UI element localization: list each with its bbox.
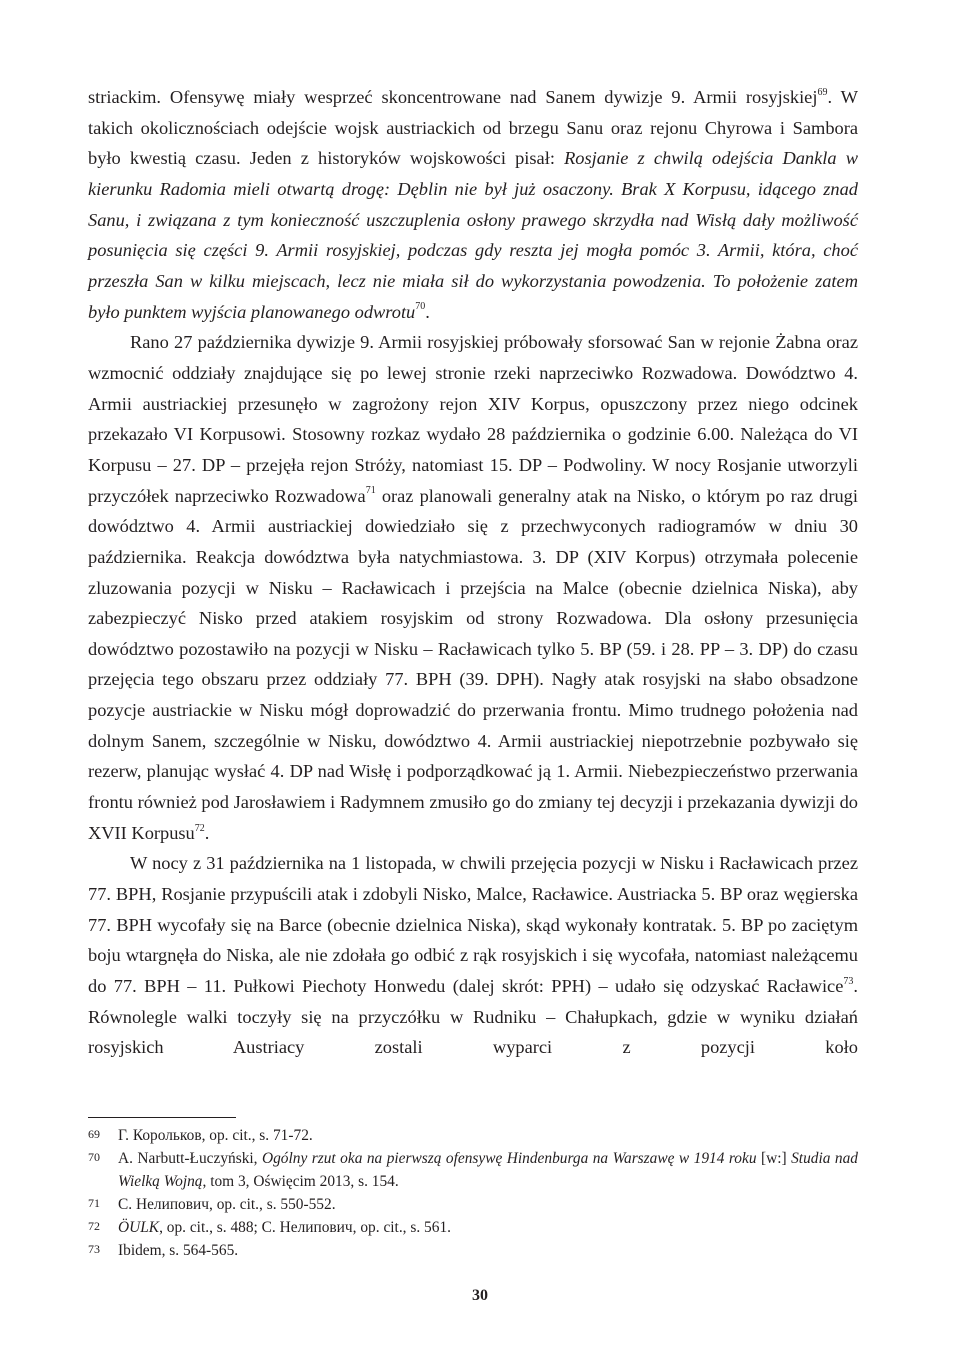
paragraph-text: . W takich okolicznościach odejście wojsk austriackich od brzegu Sanu oraz rejonu Chyrowa i Sambora było kwestią czasu. Jeden z historyków wojskowości pisał: (88, 87, 858, 169)
footnote-text-part: [w:] (756, 1150, 792, 1167)
footnote-text (118, 1193, 858, 1216)
footnote-text (118, 1147, 858, 1193)
footnote-69 (88, 1124, 858, 1147)
footnote-abbrev: ÖULK (118, 1219, 160, 1236)
footnote-number: 69 (88, 1127, 100, 1141)
paragraph-text: W nocy z 31 października na 1 listopada, w chwili przejęcia pozycji w Nisku i Racławicach przez 77. BPH, Rosjanie przypuścili atak i zdobyli Nisko, Malce, Racławice. Austriacka 5. BP oraz węgierska 77. BPH wycofały się na Barce (obecnie dzielnica Niska), skąd wykonały kontratak. 5. BP po zaciętym boju wtargnęła do Niska, ale nie zdołała go odbić z rąk rosyjskich i się wycofała, natomiast należącemu do 77. BPH – 11. Pułkowi Piechoty Honwedu (dalej skrót: PPH) – udało się odzyskać Racławice (88, 853, 858, 997)
footnote-70 (88, 1147, 858, 1193)
footnote-text-part: , op. cit., s. 488; С. Нелипович, op. cit., s. 561. (159, 1219, 451, 1236)
footnote-text (118, 1239, 858, 1262)
footnote-73 (88, 1239, 858, 1262)
page-number: 30 (472, 1287, 488, 1304)
footnote-text (118, 1124, 858, 1147)
footnote-ref[interactable]: 73 (843, 975, 854, 987)
footnote-journal-title: Studia nad Wielką Wojną (118, 1150, 858, 1190)
footnote-number: 70 (88, 1150, 100, 1164)
footnote-ref[interactable]: 70 (415, 301, 426, 313)
paragraph-text: . (204, 822, 210, 843)
footnote-number: 73 (88, 1242, 100, 1256)
footnote-ref[interactable]: 72 (194, 822, 205, 834)
footnote-text-part: A. Narbutt-Łuczyński, (118, 1150, 262, 1167)
footnote-ref[interactable]: 71 (365, 485, 376, 497)
page-body (88, 82, 858, 1063)
footnote-ref[interactable]: 69 (817, 86, 828, 98)
footnote-text-part: Ibidem, s. 564-565. (118, 1242, 239, 1259)
paragraph-2 (88, 327, 858, 848)
footnote-text-part: , tom 3, Oświęcim 2013, s. 154. (202, 1173, 399, 1190)
footnote-number: 72 (88, 1219, 100, 1233)
paragraph-text: . Równolegle walki toczyły się na przyczółku w Rudniku – Chałupkach, gdzie w wyniku działań rosyjskich Austriacy zostali wyparci z pozycji koło (88, 976, 858, 1058)
main-text (88, 82, 858, 1063)
footnote-71 (88, 1193, 858, 1216)
footnote-separator (88, 1117, 236, 1118)
paragraph-3 (88, 848, 858, 1063)
paragraph-text: Rano 27 października dywizje 9. Armii rosyjskiej próbowały sforsować San w rejonie Żabna oraz wzmocnić oddziały znajdujące się po lewej stronie rzeki naprzeciwko Rozwadowa. Dowództwo 4. Armii austriackiej przesunęło w zagrożony rejon XIV Korpus, opuszczony przez niego odcinek przekazało VI Korpusowi. Stosowny rozkaz wydało 28 października o godzinie 6.00. Należąca do VI Korpusu – 27. DP – przejęła rejon Stróży, natomiast 15. DP – Podwoliny. W nocy Rosjanie utworzyli przyczółek naprzeciwko Rozwadowa (88, 332, 858, 506)
footnote-title: Ogólny rzut oka na pierwszą ofensywę Hindenburga na Warszawę w 1914 roku (261, 1150, 757, 1167)
footnote-text-part: С. Нелипович, op. cit., s. 550-552. (118, 1196, 336, 1213)
paragraph-1 (88, 82, 858, 327)
footnote-text-part: Г. Корольков, op. cit., s. 71-72. (118, 1127, 313, 1144)
paragraph-text: oraz planowali generalny atak na Nisko, o którym po raz drugi dowództwo 4. Armii austriackiej dowiedziało się z przechwyconych radiogramów w dniu 30 października. Reakcja dowództwa była natychmiastowa. 3. DP (XIV Korpus) otrzymała polecenie zluzowania pozycji w Nisku – Racławicach i przejścia na Malce (obecnie dzielnica Niska), aby zabezpieczyć Nisko przed atakiem rosyjskim od strony Rozwadowa. Dla osłony przesunięcia dowództwo pozostawiło na pozycji w Nisku – Racławicach tylko 5. BP (59. i 28. PP – 3. DP) do czasu przejęcia tego obszaru przez oddziały 77. BPH (39. DPH). Nagły atak rosyjski na słabo obsadzone pozycje austriackie w Nisku mógł doprowadzić do przerwania frontu. Mimo trudnego położenia nad dolnym Sanem, szczególnie w Nisku, dowództwo 4. Armii austriackiej niepotrzebnie pozbywało się rezerw, planując wysłać 4. DP nad Wisłę i podporządkować ją 1. Armii. Niebezpieczeństwo przerwania frontu również pod Jarosławiem i Radymnem zmusiło go do zmiany tej decyzji i przekazania dywizji do XVII Korpusu (88, 485, 858, 843)
paragraph-text: striackim. Ofensywę miały wesprzeć skoncentrowane nad Sanem dywizje 9. Armii rosyjskiej (88, 87, 818, 107)
quotation: Rosjanie z chwilą odejścia Dankla w kierunku Radomia mieli otwartą drogę: Dęblin nie był już osaczony. Brak X Korpusu, idącego znad Sanu, i związana z tym konieczność uszczuplenia osłony prawego skrzydła nad Wisłą dały możliwość posunięcia się części 9. Armii rosyjskiej, podczas gdy reszta jej mogła pomóc 3. Armii, która, choć przeszła San w kilku miejscach, lecz nie miała sił do wykorzystania powodzenia. To położenie zatem było punktem wyjścia planowanego odwrotu (88, 148, 858, 322)
footnotes (88, 1124, 858, 1262)
footnote-72 (88, 1216, 858, 1239)
footnote-number: 71 (88, 1196, 100, 1210)
paragraph-text: . (425, 301, 430, 322)
footnote-text (118, 1216, 858, 1239)
